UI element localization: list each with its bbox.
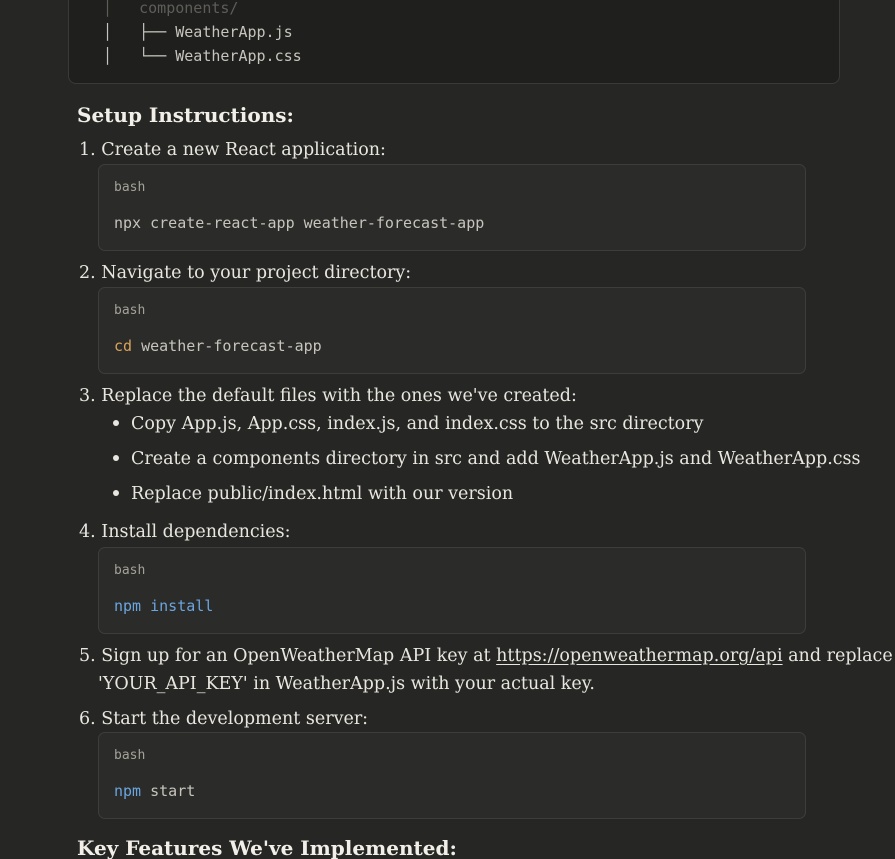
openweathermap-api-link[interactable]: https://openweathermap.org/api xyxy=(496,646,783,666)
step-3 xyxy=(79,382,577,410)
code-args: start xyxy=(141,782,196,800)
file-tree-code-block xyxy=(68,0,840,84)
bullet-text: Copy App.js, App.css, index.js, and index.css to the src directory xyxy=(131,414,704,434)
code-cmd: npx xyxy=(114,214,142,232)
step-6 xyxy=(79,705,368,733)
step-text: Install dependencies: xyxy=(101,522,291,542)
code-language-label: bash xyxy=(114,180,146,195)
code-block-npm-start[interactable] xyxy=(98,732,806,819)
step-1 xyxy=(79,136,386,164)
step-number: 4. xyxy=(79,522,96,542)
tree-line-weatherapp-js: │ ├── WeatherApp.js xyxy=(103,23,293,41)
step-text: Replace the default files with the ones we've created: xyxy=(101,386,577,406)
code-command[interactable] xyxy=(114,337,322,355)
step-number: 5. xyxy=(79,646,96,666)
bullet-replace-index xyxy=(110,480,513,508)
code-cmd: npm xyxy=(114,597,142,615)
bullet-dot xyxy=(113,490,119,496)
code-block-create-app[interactable] xyxy=(98,164,806,251)
code-cmd: npm xyxy=(114,782,142,800)
step-4 xyxy=(79,518,291,546)
step-5 xyxy=(79,642,893,670)
code-block-npm-install[interactable] xyxy=(98,547,806,634)
code-language-label: bash xyxy=(114,303,146,318)
code-language-label: bash xyxy=(114,748,146,763)
features-heading: Key Features We've Implemented: xyxy=(77,836,457,859)
step-number: 3. xyxy=(79,386,96,406)
bullet-text: Create a components directory in src and add WeatherApp.js and WeatherApp.css xyxy=(131,449,861,469)
step-text: Navigate to your project directory: xyxy=(101,263,412,283)
code-subcommand: install xyxy=(141,597,214,615)
step-number: 6. xyxy=(79,709,96,729)
code-command[interactable] xyxy=(114,597,213,615)
tree-line-weatherapp-css: │ └── WeatherApp.css xyxy=(103,47,302,65)
bullet-create-components xyxy=(110,445,861,473)
step-text: Create a new React application: xyxy=(101,140,386,160)
code-command[interactable] xyxy=(114,214,484,232)
tree-line-components: │ components/ xyxy=(103,0,239,17)
code-args: weather-forecast-app xyxy=(132,337,322,355)
step-number: 2. xyxy=(79,263,96,283)
step-number: 1. xyxy=(79,140,96,160)
step-2 xyxy=(79,259,411,287)
bullet-dot xyxy=(113,420,119,426)
code-block-cd[interactable] xyxy=(98,287,806,374)
bullet-dot xyxy=(113,455,119,461)
step-5-line-2: 'YOUR_API_KEY' in WeatherApp.js with your actual key. xyxy=(98,674,595,694)
bullet-copy-files xyxy=(110,410,703,438)
step-text: Start the development server: xyxy=(101,709,369,729)
step-text-before-link: Sign up for an OpenWeatherMap API key at xyxy=(101,646,497,666)
step-text-after-link: and replace xyxy=(782,646,893,666)
code-command[interactable] xyxy=(114,782,195,800)
bullet-text: Replace public/index.html with our version xyxy=(131,484,514,504)
setup-heading: Setup Instructions: xyxy=(77,103,294,127)
code-cmd: cd xyxy=(114,337,133,355)
code-language-label: bash xyxy=(114,563,146,578)
code-args: create-react-app weather-forecast-app xyxy=(141,214,485,232)
